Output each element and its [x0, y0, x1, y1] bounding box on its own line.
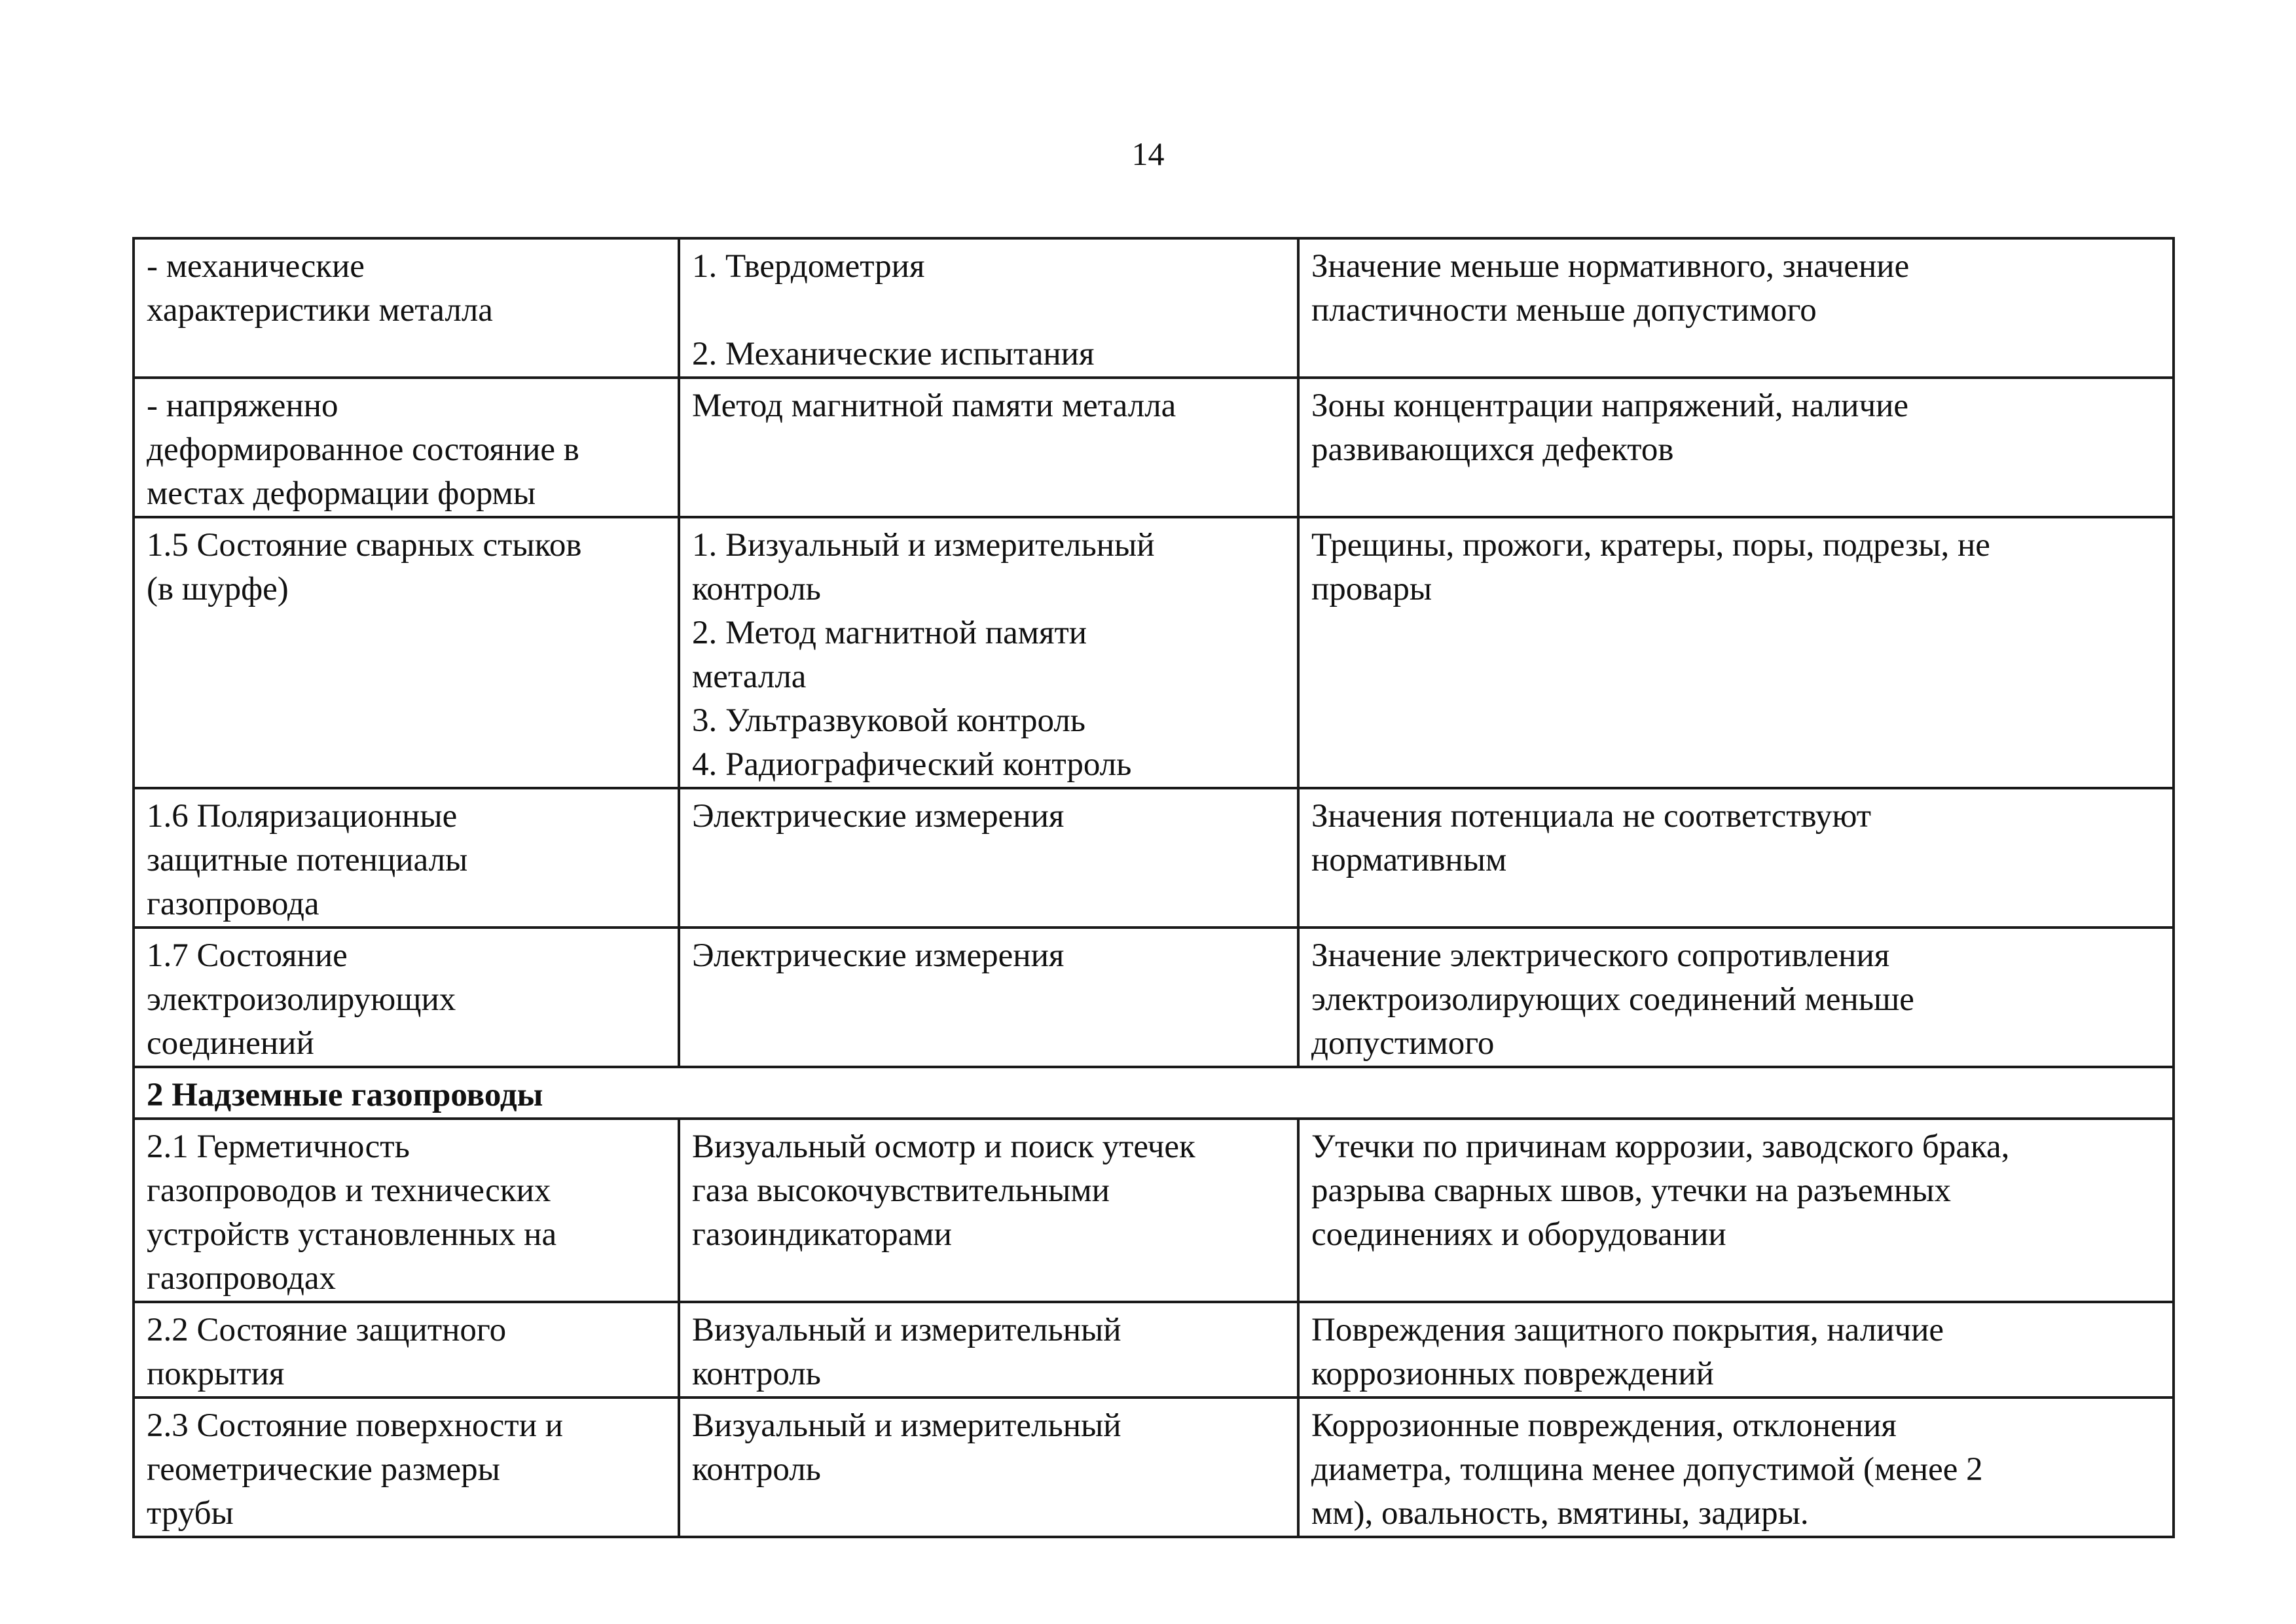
cell-line: деформированное состояние в	[147, 431, 579, 468]
cell-line: Утечки по причинам коррозии, заводского брака,	[1311, 1128, 2010, 1165]
cell-line: характеристики металла	[147, 292, 493, 329]
cell-line: Зоны концентрации напряжений, наличие	[1311, 388, 1909, 424]
cell-line: газоиндикаторами	[692, 1216, 952, 1253]
cell-line: контроль	[692, 571, 821, 607]
method-cell	[679, 1302, 1298, 1398]
table-row	[134, 928, 2174, 1067]
section-row	[134, 1067, 2174, 1119]
cell-line: коррозионных повреждений	[1311, 1356, 1714, 1392]
method-cell	[679, 1398, 1298, 1537]
table-row	[134, 1302, 2174, 1398]
cell-line: соединениях и оборудовании	[1311, 1216, 1726, 1253]
criteria-cell	[1298, 1398, 2174, 1537]
cell-line: 1. Твердометрия	[692, 248, 925, 285]
section-title: 2 Надземные газопроводы	[147, 1077, 543, 1113]
cell-line: электроизолирующих соединений меньше	[1311, 981, 1914, 1018]
cell-line: Повреждения защитного покрытия, наличие	[1311, 1312, 1944, 1348]
cell-line: газа высокочувствительными	[692, 1172, 1110, 1209]
method-cell	[679, 517, 1298, 788]
criteria-cell	[1298, 517, 2174, 788]
cell-line: трубы	[147, 1495, 234, 1532]
inspection-table	[132, 237, 2175, 1538]
parameter-cell	[134, 378, 679, 517]
cell-line: мм), овальность, вмятины, задиры.	[1311, 1495, 1809, 1532]
section-heading	[134, 1067, 2174, 1119]
method-cell	[679, 788, 1298, 928]
cell-line: Значение меньше нормативного, значение	[1311, 248, 1910, 285]
cell-line: соединений	[147, 1025, 314, 1062]
criteria-cell	[1298, 928, 2174, 1067]
cell-line: Значения потенциала не соответствуют	[1311, 798, 1872, 835]
cell-line: защитные потенциалы	[147, 842, 468, 878]
parameter-cell	[134, 788, 679, 928]
cell-line: (в шурфе)	[147, 571, 289, 607]
cell-line: 2. Механические испытания	[692, 336, 1095, 372]
cell-line: 2. Метод магнитной памяти	[692, 615, 1087, 651]
cell-line: газопровода	[147, 886, 319, 922]
cell-line: 3. Ультразвуковой контроль	[692, 702, 1086, 739]
cell-line: 1.5 Состояние сварных стыков	[147, 527, 582, 564]
cell-line: контроль	[692, 1356, 821, 1392]
cell-line: 2.1 Герметичность	[147, 1128, 410, 1165]
cell-line: 1.7 Состояние	[147, 937, 348, 974]
cell-line: Визуальный и измерительный	[692, 1407, 1121, 1444]
cell-line: допустимого	[1311, 1025, 1495, 1062]
cell-line: 4. Радиографический контроль	[692, 746, 1132, 783]
cell-line: Коррозионные повреждения, отклонения	[1311, 1407, 1897, 1444]
cell-line: Визуальный осмотр и поиск утечек	[692, 1128, 1195, 1165]
table-row	[134, 1398, 2174, 1537]
parameter-cell	[134, 1398, 679, 1537]
parameter-cell	[134, 1302, 679, 1398]
cell-gap	[692, 289, 1285, 333]
cell-line: провары	[1311, 571, 1432, 607]
method-cell	[679, 928, 1298, 1067]
parameter-cell	[134, 1119, 679, 1302]
cell-line: Метод магнитной памяти металла	[692, 388, 1176, 424]
cell-line: Визуальный и измерительный	[692, 1312, 1121, 1348]
parameter-cell	[134, 928, 679, 1067]
cell-line: диаметра, толщина менее допустимой (менее 2	[1311, 1451, 1983, 1488]
cell-line: Электрические измерения	[692, 798, 1065, 835]
cell-line: покрытия	[147, 1356, 285, 1392]
cell-line: разрыва сварных швов, утечки на разъемных	[1311, 1172, 1951, 1209]
cell-line: развивающихся дефектов	[1311, 431, 1674, 468]
criteria-cell	[1298, 1302, 2174, 1398]
method-cell	[679, 1119, 1298, 1302]
parameter-cell	[134, 517, 679, 788]
table-row	[134, 788, 2174, 928]
cell-line: газопроводов и технических	[147, 1172, 551, 1209]
cell-line: 2.2 Состояние защитного	[147, 1312, 507, 1348]
cell-line: Трещины, прожоги, кратеры, поры, подрезы, не	[1311, 527, 1990, 564]
cell-line: - напряженно	[147, 388, 338, 424]
cell-line: местах деформации формы	[147, 475, 536, 512]
cell-line: электроизолирующих	[147, 981, 456, 1018]
cell-line: 1. Визуальный и измерительный	[692, 527, 1155, 564]
cell-line: Электрические измерения	[692, 937, 1065, 974]
cell-line: контроль	[692, 1451, 821, 1488]
criteria-cell	[1298, 238, 2174, 378]
table-row	[134, 378, 2174, 517]
page-number: 14	[1131, 135, 1165, 172]
cell-line: устройств установленных на	[147, 1216, 557, 1253]
cell-line: 2.3 Состояние поверхности и	[147, 1407, 564, 1444]
criteria-cell	[1298, 788, 2174, 928]
cell-line: - механические	[147, 248, 365, 285]
cell-line: газопроводах	[147, 1260, 337, 1297]
cell-line: металла	[692, 659, 807, 695]
table-row	[134, 517, 2174, 788]
cell-line: Значение электрического сопротивления	[1311, 937, 1890, 974]
table-row	[134, 238, 2174, 378]
table-row	[134, 1119, 2174, 1302]
method-cell	[679, 378, 1298, 517]
criteria-cell	[1298, 378, 2174, 517]
cell-line: пластичности меньше допустимого	[1311, 292, 1817, 329]
cell-line: 1.6 Поляризационные	[147, 798, 458, 835]
cell-line: нормативным	[1311, 842, 1507, 878]
method-cell	[679, 238, 1298, 378]
criteria-cell	[1298, 1119, 2174, 1302]
parameter-cell	[134, 238, 679, 378]
cell-line: геометрические размеры	[147, 1451, 500, 1488]
